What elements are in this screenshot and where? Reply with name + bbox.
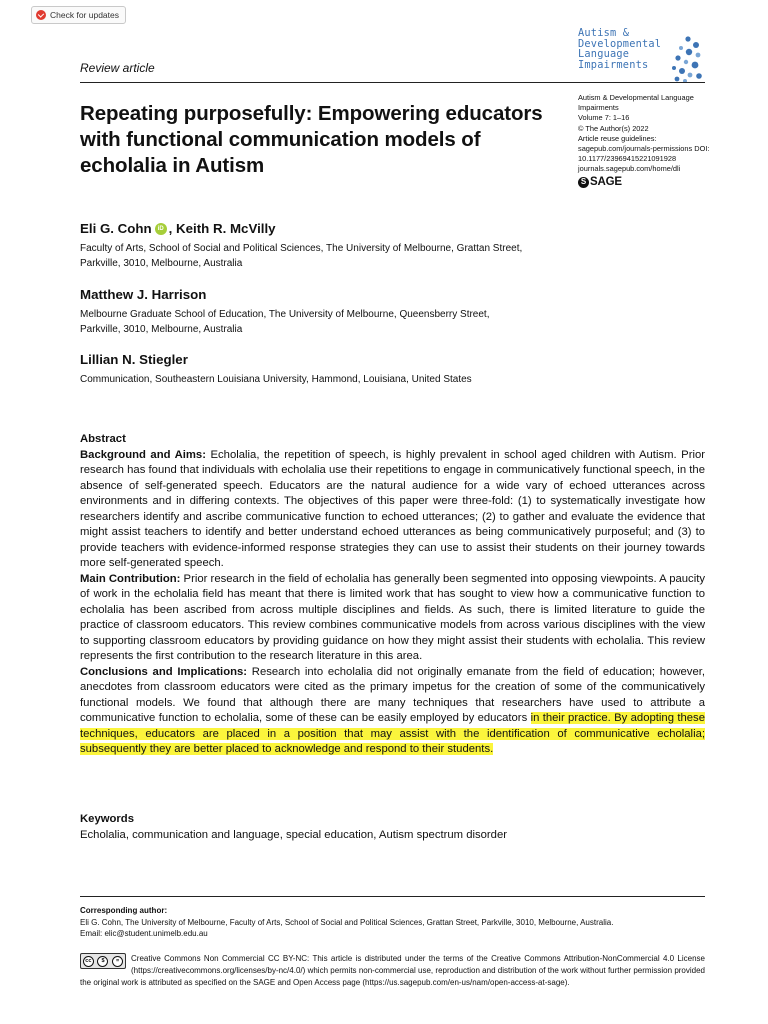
keywords-section [80,811,705,843]
abstract-contribution: Main Contribution: Prior research in the field of echolalia has generally been segmented into opposing viewpoints. A paucity of work in the echolalia field has meant that there is limited work that has sought to view how a communicative function to echolalia has been ascribed from across multiple disciplines and fields. As such, there is limited literature to guide the practice of classroom educators. This review combines communicative models from across various disciplines with the view to supporting classroom educators by providing guidance on how they might assist their students with echolalia. This review represents the first contribution to the research literature in this area. [80,572,705,662]
journal-info-line: Autism & Developmental Language [578,93,694,102]
abstract-heading: Abstract [80,433,126,445]
check-for-updates-button[interactable] [31,6,126,24]
publisher-name: SAGE [590,176,622,189]
author-group-1 [80,221,560,271]
journal-copyright: © The Author(s) 2022 [578,123,649,133]
check-updates-icon [36,10,46,20]
article-type: Review article [80,61,155,75]
permissions-link[interactable]: sagepub.com/journals-permissions [578,144,693,154]
journal-logo [578,28,708,86]
publisher-logo [578,177,713,188]
abstract-background: Background and Aims: Echolalia, the repetition of speech, is highly prevalent in school aged children with Autism. Prior research has found that individuals with echolalia use their repetitions to engage in communicatively functional speech, in the absence of self-generated speech. Educators are the natural audience for a wide vary of echoed utterances across environments and in differing contexts. The objectives of this paper were three-fold: (1) to systematically investigate how researchers identify and ascribe communicative function to echoed utterances; (2) to gather and evaluate the evidence that might assist teachers to identify and better understand echoed utterances as being communicatively purposeful; and (3) to provide teachers with evidence-informed response strategies they can use to assist their students on their journey towards more self-generated speech. [80,448,706,569]
journal-logo-dots-icon [668,36,708,84]
orcid-icon[interactable]: iD [155,223,167,235]
sage-s-icon: S [578,177,589,188]
author-group-3 [80,352,560,387]
corresponding-heading: Corresponding author: [80,906,168,915]
author-name: , Keith R. McVilly [168,221,276,236]
license-text: Creative Commons Non Commercial CC BY-NC: This article is distributed under the terms of the Creative Commons Attribution-NonCommercial 4.0 License (https://creativecommons.org/licenses/by-nc/4.0/) which permits non-commercial use, reproduction and distribution of the work without further permission provided the original work is attributed as specified on the SAGE and Open Access page (https://us.sagepub.com/en-us/nam/open-access-at-sage). [80,954,705,987]
doi-link[interactable]: DOI: 10.1177/23969415221091928 [578,144,710,164]
check-for-updates-label: Check for updates [50,10,119,20]
author-group-2 [80,287,560,337]
corresponding-author [80,905,705,940]
cc-by-nc-icon: cc $ = [80,953,126,969]
abstract-conclusions: Conclusions and Implications: Research into echolalia did not originally emanate from the field of education; however, anecdotes from classroom educators were cited as the primary impetus for the creation of some of the communicatively functional models. We found that although there are many techniques that researchers have used to attribute a communicative function to echolalia, some of these can be easily employed by educators in their practice. By adopting these techniques, educators are placed in a position that may assist with the identification of communicative echolalia; subsequently they are better placed to acknowledge and respond to their students. [80,665,705,755]
author-name: Matthew J. Harrison [80,287,207,302]
article-title: Repeating purposefully: Empowering educators with functional communication models of echolalia in Autism [80,102,543,177]
header-divider [80,82,705,83]
corresponding-email[interactable]: Email: elic@student.unimelb.edu.au [80,929,208,938]
author-affiliation: Melbourne Graduate School of Education, The University of Melbourne, Queensberry Street, Parkville, 3010, Melbourne, Australia [80,309,490,335]
author-affiliation: Faculty of Arts, School of Social and Political Sciences, The University of Melbourne, Grattan Street, Parkville, 3010, Melbourne, Australia [80,243,523,269]
abstract-section [80,432,705,758]
journal-volume: Volume 7: 1–16 [578,113,630,123]
footer-divider [80,896,705,897]
keywords-heading: Keywords [80,813,134,825]
journal-info-line: Article reuse guidelines: [578,133,657,143]
author-affiliation: Communication, Southeastern Louisiana University, Hammond, Louisiana, United States [80,374,472,385]
journal-home-link[interactable]: journals.sagepub.com/home/dli [578,164,681,174]
journal-logo-text: Autism & Developmental Language Impairments [578,27,662,71]
author-name: Eli G. Cohn [80,221,152,236]
author-name: Lillian N. Stiegler [80,352,188,367]
highlighted-text[interactable]: in their practice. By adopting these techniques, educators are placed in a position that may assist with the identification of communicative echolalia; subsequently they are better placed to acknowledge and respond to their students. [80,712,705,755]
journal-info-line: Impairments [578,103,619,113]
corresponding-address: Eli G. Cohn, The University of Melbourne, Faculty of Arts, School of Social and Political Sciences, Grattan Street, Parkville, 3010, Melbourne, Australia. [80,917,614,927]
license-notice [80,953,705,989]
author-names [80,221,560,237]
keywords-list: Echolalia, communication and language, special education, Autism spectrum disorder [80,829,508,841]
journal-info [578,93,713,188]
